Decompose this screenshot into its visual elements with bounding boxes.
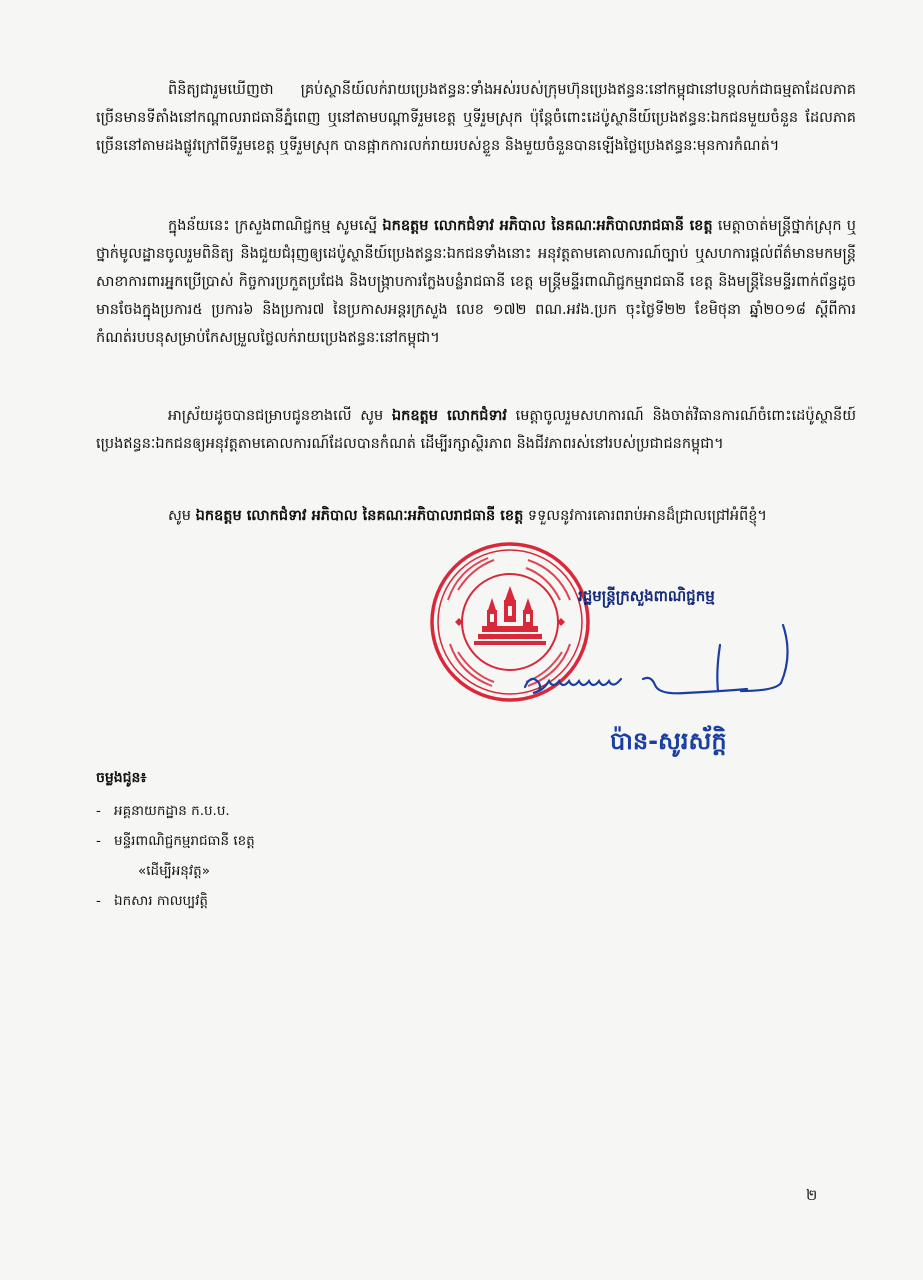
closing-paragraph: [96, 502, 856, 530]
copy-recipient-1: អគ្គនាយកដ្ឋាន ក.ប.ប.: [114, 803, 230, 819]
paragraph-3-body: មេត្តាចូលរួមសហការណ៍ និងចាត់វិធានការណ៍ចំពោះដេប៉ូស្ថានីយ៍ប្រេងឥន្ធនៈឯកជនឲ្យអនុវត្តតាមគោលការណ៍ដែលបានកំណត់ ដើម្បីរក្សាស្ថិរភាព និងជីវភាពរស់នៅរបស់ប្រជាជនកម្ពុជា។: [96, 408, 856, 452]
paragraph-2-lead: ក្នុងន័យនេះ ក្រសួងពាណិជ្ជកម្ម សូមស្នើ: [168, 218, 383, 234]
paragraph-1-text: ពិនិត្យជារួមឃើញថា គ្រប់ស្ថានីយ៍លក់រាយប្រេងឥន្ធនៈទាំងអស់របស់ក្រុមហ៊ុនប្រេងឥន្ធនៈនៅកម្ពុជានៅបន្តលក់ជាធម្មតាដែលភាគច្រើនមានទីតាំងនៅកណ្ដាលរាជធានីភ្នំពេញ ឬនៅតាមបណ្ដាទីរួមខេត្ត ឬទីរួមស្រុក ប៉ុន្តែចំពោះដេប៉ូស្ថានីយ៍ប្រេងឥន្ធនៈឯកជនមួយចំនួន ដែលភាគច្រើននៅតាមដងផ្លូវក្រៅពីទីរួមខេត្ត ឬទីរួមស្រុក បានផ្អាកការលក់រាយរបស់ខ្លួន និងមួយចំនួនបានឡើងថ្លៃប្រេងឥន្ធនៈមុនការកំណត់។: [96, 82, 856, 154]
handwritten-signature-icon: [515, 615, 815, 715]
signer-name: ប៉ាន-សូរស័ក្តិ: [610, 727, 727, 755]
closing-lead: សូម: [168, 508, 196, 524]
copy-purpose-note: «ដើម្បីអនុវត្ត»: [138, 863, 210, 879]
list-item: [96, 886, 516, 916]
paragraph-2-addressee: ឯកឧត្តម លោកជំទាវ អភិបាល នៃគណៈអភិបាលរាជធានី ខេត្ត: [382, 218, 713, 234]
copies-list: [96, 796, 516, 916]
closing-body: ទទួលនូវការគោរពរាប់អានដ៏ជ្រាលជ្រៅអំពីខ្ញុំ។: [523, 508, 767, 524]
list-item: [96, 796, 516, 826]
paragraph-3-addressee: ឯកឧត្តម លោកជំទាវ: [391, 408, 507, 424]
paragraph-2-body: មេត្តាចាត់មន្ត្រីថ្នាក់ស្រុក ឬថ្នាក់មូលដ្ឋានចូលរួមពិនិត្យ និងជួយជំរុញឲ្យដេប៉ូស្ថានីយ៍ប្រេងឥន្ធនៈឯកជនទាំងនោះ អនុវត្តតាមគោលការណ៍ច្បាប់ ឬសហការផ្ដល់ព័ត៌មានមកមន្ត្រីសាខាការពារអ្នកប្រើប្រាស់ កិច្ចការប្រកួតប្រជែង និងបង្ក្រាបការក្លែងបន្លំរាជធានី ខេត្ត មន្ត្រីមន្ទីរពាណិជ្ជកម្មរាជធានី ខេត្ត និងមន្ត្រីនៃមន្ទីរពាក់ព័ន្ធដូចមានចែងក្នុងប្រការ៥ ប្រការ៦ និងប្រការ៧ នៃប្រកាសអន្តរក្រសួង លេខ ១៧២ ពណ.អវង.ប្រក ចុះថ្ងៃទី២២ ខែមិថុនា ឆ្នាំ២០១៨ ស្ដីពីការកំណត់របបនុសម្រាប់កែសម្រួលថ្លៃលក់រាយប្រេងឥន្ធនៈនៅកម្ពុជា។: [96, 218, 856, 346]
page-number: ២: [806, 1186, 818, 1204]
list-bullet: -: [96, 833, 101, 849]
list-item: [96, 826, 516, 856]
paragraph-1: [96, 76, 856, 160]
list-bullet: -: [96, 803, 101, 819]
copy-recipient-3: ឯកសារ កាលប្បវត្តិ: [114, 893, 209, 909]
paragraph-3: [96, 402, 856, 458]
list-bullet: -: [96, 893, 101, 909]
closing-addressee: ឯកឧត្តម លោកជំទាវ អភិបាល នៃគណៈអភិបាលរាជធានី ខេត្ត: [195, 508, 524, 524]
paragraph-2: [96, 212, 856, 352]
paragraph-3-lead: អាស្រ័យដូចបានជម្រាបជូនខាងលើ សូម: [168, 408, 392, 424]
copy-recipient-2: មន្ទីរពាណិជ្ជកម្មរាជធានី ខេត្ត: [114, 833, 255, 849]
signatory-title: រដ្ឋមន្ត្រីក្រសួងពាណិជ្ជកម្ម: [578, 587, 715, 605]
copies-heading: ចម្លងជូន៖: [96, 770, 147, 786]
